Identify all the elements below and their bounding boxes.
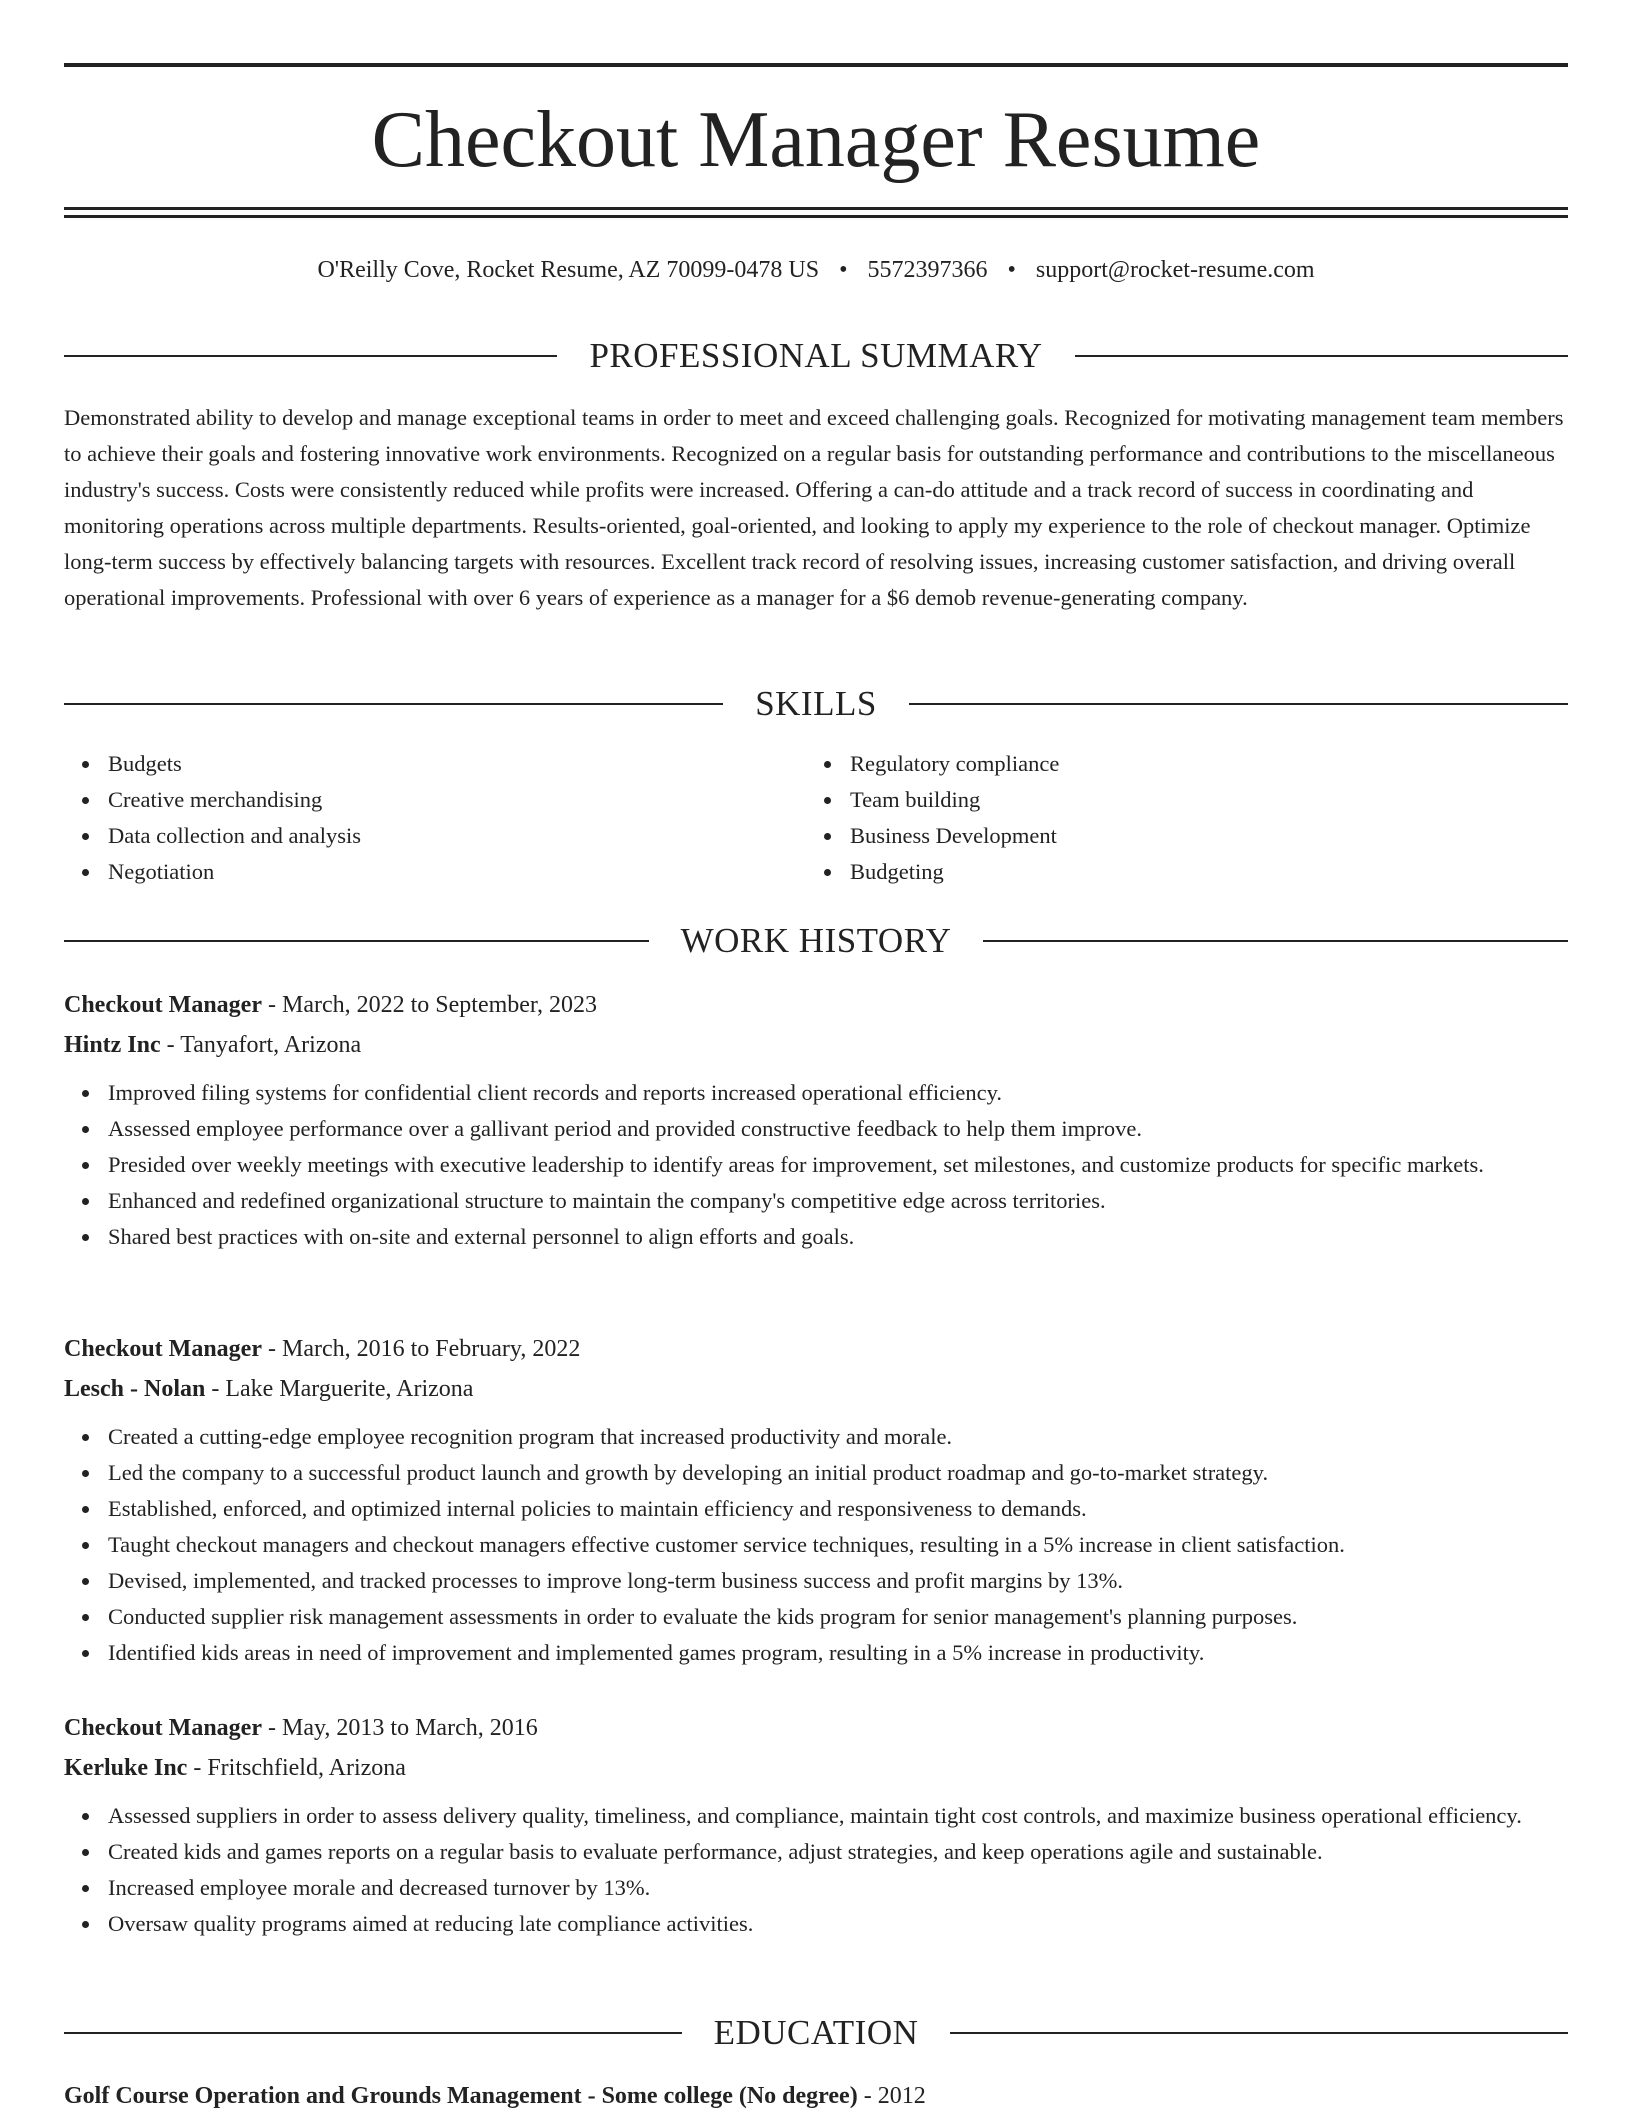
skills-list [64, 746, 1568, 890]
skill-item: Business Development [850, 818, 1548, 854]
duty-item: Identified kids areas in need of improvement and implemented games program, resulting in a 5% increase in productivity. [108, 1635, 1568, 1671]
skill-item: Team building [850, 782, 1548, 818]
duty-item: Enhanced and redefined organizational structure to maintain the company's competitive edge across territories. [108, 1183, 1568, 1219]
title-rule-upper [64, 207, 1568, 210]
title-rule-lower [64, 215, 1568, 218]
heading-rule [64, 2032, 682, 2034]
job-company: Hintz Inc [64, 1032, 161, 1058]
job-title-line [64, 985, 1568, 1025]
job-dates: - May, 2013 to March, 2016 [261, 1715, 538, 1741]
skill-item: Creative merchandising [108, 782, 806, 818]
job-dates: - March, 2016 to February, 2022 [261, 1336, 581, 1362]
professional-summary-text: Demonstrated ability to develop and manage exceptional teams in order to meet and exceed challenging goals. Recognized for motivating management team members to achieve their goals and fostering innovative work environments. Recognized on a regular basis for outstanding performance and contributions to the miscellaneous industry's success. Costs were consistently reduced while profits were increased. Offering a can-do attitude and a track record of success in coordinating and monitoring operations across multiple departments. Results-oriented, goal-oriented, and looking to apply my experience to the role of checkout manager. Optimize long-term success by effectively balancing targets with resources. Excellent track record of resolving issues, increasing customer satisfaction, and driving overall operational improvements. Professional with over 6 years of experience as a manager for a $6 demob revenue-generating company. [64, 405, 1564, 610]
section-heading-education [64, 2013, 1568, 2053]
heading-rule [1075, 355, 1568, 357]
contact-email: support@rocket-resume.com [1035, 257, 1315, 283]
duty-item: Increased employee morale and decreased turnover by 13%. [108, 1870, 1568, 1906]
job-title-line [64, 1329, 1568, 1369]
job-title: Checkout Manager [64, 992, 262, 1018]
heading-rule [983, 940, 1568, 942]
heading-rule [64, 940, 649, 942]
resume-title: Checkout Manager Resume [371, 96, 1261, 184]
duty-item: Created a cutting-edge employee recognition program that increased productivity and morale. [108, 1419, 1568, 1455]
duty-item: Led the company to a successful product launch and growth by developing an initial product roadmap and go-to-market strategy. [108, 1455, 1568, 1491]
duty-item: Taught checkout managers and checkout managers effective customer service techniques, resulting in a 5% increase in client satisfaction. [108, 1527, 1568, 1563]
job-entry [64, 1708, 1568, 1942]
section-title: PROFESSIONAL SUMMARY [589, 336, 1043, 375]
job-title: Checkout Manager [64, 1336, 262, 1362]
job-company-line [64, 1748, 1568, 1788]
contact-line [64, 255, 1568, 285]
duty-item: Oversaw quality programs aimed at reducing late compliance activities. [108, 1906, 1568, 1942]
job-duties [64, 1075, 1568, 1255]
heading-rule [909, 703, 1568, 705]
section-title: WORK HISTORY [680, 921, 952, 960]
duty-item: Shared best practices with on-site and external personnel to align efforts and goals. [108, 1219, 1568, 1255]
skill-item: Data collection and analysis [108, 818, 806, 854]
duty-item: Conducted supplier risk management assessments in order to evaluate the kids program for senior management's planning purposes. [108, 1599, 1568, 1635]
contact-address: O'Reilly Cove, Rocket Resume, AZ 70099-0478 US [317, 257, 820, 283]
duty-item: Created kids and games reports on a regular basis to evaluate performance, adjust strategies, and keep operations agile and sustainable. [108, 1834, 1568, 1870]
duty-item: Established, enforced, and optimized internal policies to maintain efficiency and responsiveness to demands. [108, 1491, 1568, 1527]
top-rule [64, 63, 1568, 67]
education-entry [64, 2078, 1568, 2114]
job-entry [64, 985, 1568, 1255]
heading-rule [64, 703, 723, 705]
job-entry [64, 1329, 1568, 1671]
duty-item: Assessed employee performance over a gallivant period and provided constructive feedback to help them improve. [108, 1111, 1568, 1147]
heading-rule [64, 355, 557, 357]
job-company: Lesch - Nolan [64, 1376, 206, 1402]
job-duties [64, 1798, 1568, 1942]
section-title: EDUCATION [713, 2013, 919, 2052]
education-program: Golf Course Operation and Grounds Management - Some college (No degree) [64, 2083, 858, 2109]
job-dates: - March, 2022 to September, 2023 [261, 992, 597, 1018]
skills-column-right [806, 746, 1548, 890]
contact-separator: • [839, 257, 848, 283]
section-heading-work-history [64, 921, 1568, 961]
duty-item: Devised, implemented, and tracked processes to improve long-term business success and profit margins by 13%. [108, 1563, 1568, 1599]
job-title: Checkout Manager [64, 1715, 262, 1741]
education-year: - 2012 [857, 2083, 926, 2109]
job-company-line [64, 1369, 1568, 1409]
heading-rule [950, 2032, 1568, 2034]
duty-item: Assessed suppliers in order to assess delivery quality, timeliness, and compliance, maintain tight cost controls, and maximize business operational efficiency. [108, 1798, 1568, 1834]
job-company-line [64, 1025, 1568, 1065]
section-heading-skills [64, 684, 1568, 724]
section-heading-summary [64, 336, 1568, 376]
skill-item: Budgeting [850, 854, 1548, 890]
skill-item: Negotiation [108, 854, 806, 890]
section-title: SKILLS [755, 684, 877, 723]
job-location: - Lake Marguerite, Arizona [205, 1376, 474, 1402]
job-location: - Tanyafort, Arizona [160, 1032, 362, 1058]
job-location: - Fritschfield, Arizona [187, 1755, 406, 1781]
skill-item: Budgets [108, 746, 806, 782]
skill-item: Regulatory compliance [850, 746, 1548, 782]
duty-item: Presided over weekly meetings with executive leadership to identify areas for improvement, set milestones, and customize products for specific markets. [108, 1147, 1568, 1183]
skills-column-left [64, 746, 806, 890]
duty-item: Improved filing systems for confidential client records and reports increased operational efficiency. [108, 1075, 1568, 1111]
job-company: Kerluke Inc [64, 1755, 188, 1781]
contact-separator: • [1007, 257, 1016, 283]
job-duties [64, 1419, 1568, 1671]
contact-phone: 5572397366 [867, 257, 988, 283]
job-title-line [64, 1708, 1568, 1748]
